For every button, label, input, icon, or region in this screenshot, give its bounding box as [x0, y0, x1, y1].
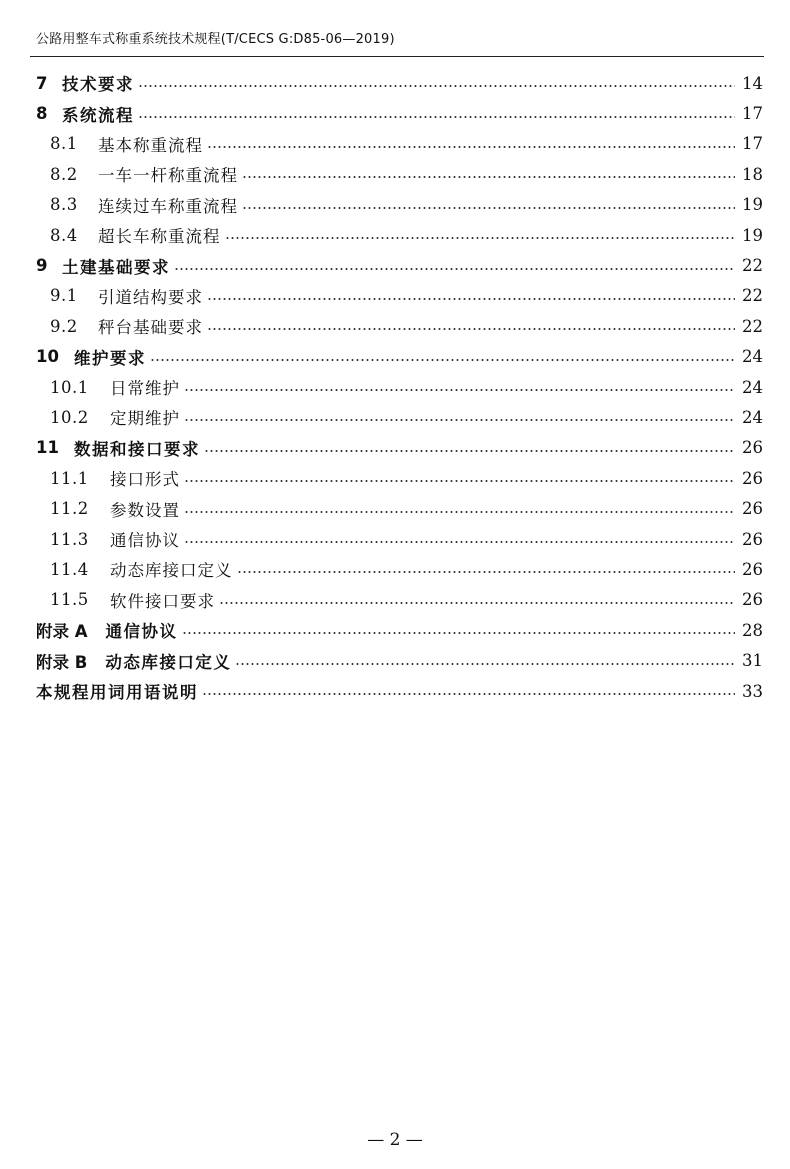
- running-header: 公路用整车式称重系统技术规程(T/CECS G:D85-06—2019): [36, 32, 395, 47]
- toc-entry-number: 8: [36, 104, 48, 124]
- toc-entry[interactable]: [0, 129, 790, 159]
- toc-entry[interactable]: [0, 493, 790, 523]
- toc-entry-number: 9: [36, 256, 48, 276]
- toc-entry-number: 8.4: [50, 225, 78, 245]
- header-rule: [30, 56, 764, 57]
- toc-leader-dots: [207, 298, 735, 300]
- toc-entry-page: 26: [742, 590, 763, 610]
- toc-entry-title: 基本称重流程: [98, 135, 203, 155]
- toc-entry-title: 软件接口要求: [110, 591, 215, 611]
- toc-entry-title: 一车一杆称重流程: [98, 166, 238, 186]
- toc-entry-title: 连续过车称重流程: [98, 196, 238, 216]
- toc-entry-page: 17: [742, 134, 763, 154]
- toc-entry[interactable]: [0, 250, 790, 280]
- toc-entry-title: 引道结构要求: [98, 287, 203, 307]
- toc-entry-title: 土建基础要求: [62, 257, 170, 277]
- toc-leader-dots: [174, 268, 735, 270]
- toc-leader-dots: [182, 632, 735, 634]
- toc-leader-dots: [204, 450, 735, 452]
- toc-leader-dots: [184, 511, 735, 513]
- toc-entry-title: 通信协议: [110, 531, 180, 551]
- toc-entry[interactable]: [0, 372, 790, 402]
- toc-leader-dots: [237, 571, 736, 573]
- toc-entry-page: 26: [742, 559, 763, 579]
- toc-entry[interactable]: [0, 342, 790, 372]
- toc-entry-page: 26: [742, 499, 763, 519]
- toc-entry-number: 11: [36, 438, 59, 458]
- toc-entry[interactable]: [0, 463, 790, 493]
- toc-leader-dots: [219, 602, 735, 604]
- toc-entry-title: 技术要求: [62, 75, 134, 95]
- toc-leader-dots: [242, 176, 735, 178]
- toc-leader-dots: [184, 541, 735, 543]
- toc-entry-page: 33: [742, 681, 763, 701]
- toc-entry-page: 26: [742, 529, 763, 549]
- toc-entry-number: 9.1: [50, 286, 78, 306]
- toc-entry-page: 19: [742, 225, 763, 245]
- toc-entry-page: 14: [742, 73, 763, 93]
- toc-entry-title: 数据和接口要求: [74, 439, 200, 459]
- toc-entry-title: 本规程用词用语说明: [36, 683, 198, 702]
- toc-entry-page: 22: [742, 256, 763, 276]
- toc-entry-page: 18: [742, 164, 763, 184]
- toc-entry[interactable]: [0, 402, 790, 432]
- toc-entry[interactable]: [0, 585, 790, 615]
- toc-entry-title: 接口形式: [110, 470, 180, 490]
- toc-entry-number: 11.3: [50, 529, 89, 549]
- toc-entry-page: 24: [742, 347, 763, 367]
- toc-entry-page: 26: [742, 438, 763, 458]
- toc-entry-title: 超长车称重流程: [98, 227, 221, 247]
- toc-entry[interactable]: [0, 220, 790, 250]
- toc-entry[interactable]: [0, 98, 790, 128]
- toc-entry[interactable]: [0, 159, 790, 189]
- toc-entry-title: 系统流程: [62, 105, 134, 125]
- toc-entry-page: 22: [742, 316, 763, 336]
- toc-entry[interactable]: [0, 524, 790, 554]
- toc-entry[interactable]: [0, 311, 790, 341]
- toc-entry-page: 17: [742, 104, 763, 124]
- toc-entry-page: 24: [742, 377, 763, 397]
- toc-entry-number: 11.1: [50, 468, 89, 488]
- toc-entry-page: 26: [742, 468, 763, 488]
- toc-leader-dots: [235, 663, 735, 665]
- toc-leader-dots: [225, 237, 736, 239]
- toc-entry-title: 定期维护: [110, 409, 180, 429]
- toc-entry[interactable]: [0, 68, 790, 98]
- table-of-contents: [0, 68, 790, 706]
- toc-entry-number: 11.4: [50, 559, 89, 579]
- toc-entry-number: 11.5: [50, 590, 89, 610]
- toc-entry[interactable]: [0, 615, 790, 645]
- toc-leader-dots: [202, 693, 735, 695]
- toc-entry-number: 10.1: [50, 377, 89, 397]
- toc-entry-title: 动态库接口定义: [110, 561, 233, 581]
- toc-entry[interactable]: [0, 676, 790, 706]
- toc-entry-title: 动态库接口定义: [105, 652, 232, 672]
- toc-entry-title: 通信协议: [105, 622, 178, 642]
- toc-leader-dots: [184, 419, 735, 421]
- toc-entry-title: 秤台基础要求: [98, 318, 203, 338]
- toc-entry-page: 28: [742, 620, 763, 640]
- toc-entry-number: 8.3: [50, 195, 78, 215]
- toc-leader-dots: [184, 480, 735, 482]
- toc-entry[interactable]: [0, 645, 790, 675]
- toc-entry-title: 参数设置: [110, 500, 180, 520]
- toc-entry-number: 10: [36, 347, 59, 367]
- toc-entry-number: 8.2: [50, 164, 78, 184]
- toc-entry-page: 19: [742, 195, 763, 215]
- toc-entry[interactable]: [0, 554, 790, 584]
- toc-entry[interactable]: [0, 281, 790, 311]
- toc-entry-number: 附录 A: [36, 622, 88, 642]
- toc-leader-dots: [207, 328, 735, 330]
- toc-entry-number: 7: [36, 73, 48, 93]
- toc-entry-title: 日常维护: [110, 379, 180, 399]
- toc-entry[interactable]: [0, 190, 790, 220]
- toc-leader-dots: [184, 389, 735, 391]
- toc-entry-page: 22: [742, 286, 763, 306]
- toc-entry-number: 8.1: [50, 134, 78, 154]
- toc-entry-number: 附录 B: [36, 652, 88, 672]
- toc-entry-number: 10.2: [50, 407, 89, 427]
- toc-leader-dots: [138, 116, 735, 118]
- toc-leader-dots: [150, 359, 735, 361]
- toc-entry-number: 9.2: [50, 316, 78, 336]
- toc-leader-dots: [207, 146, 735, 148]
- toc-leader-dots: [138, 85, 735, 87]
- toc-entry-page: 24: [742, 407, 763, 427]
- toc-entry[interactable]: [0, 433, 790, 463]
- toc-entry-title: 维护要求: [74, 348, 146, 368]
- toc-leader-dots: [242, 207, 735, 209]
- page-number: — 2 —: [367, 1130, 423, 1150]
- toc-entry-number: 11.2: [50, 499, 89, 519]
- toc-entry-page: 31: [742, 651, 763, 671]
